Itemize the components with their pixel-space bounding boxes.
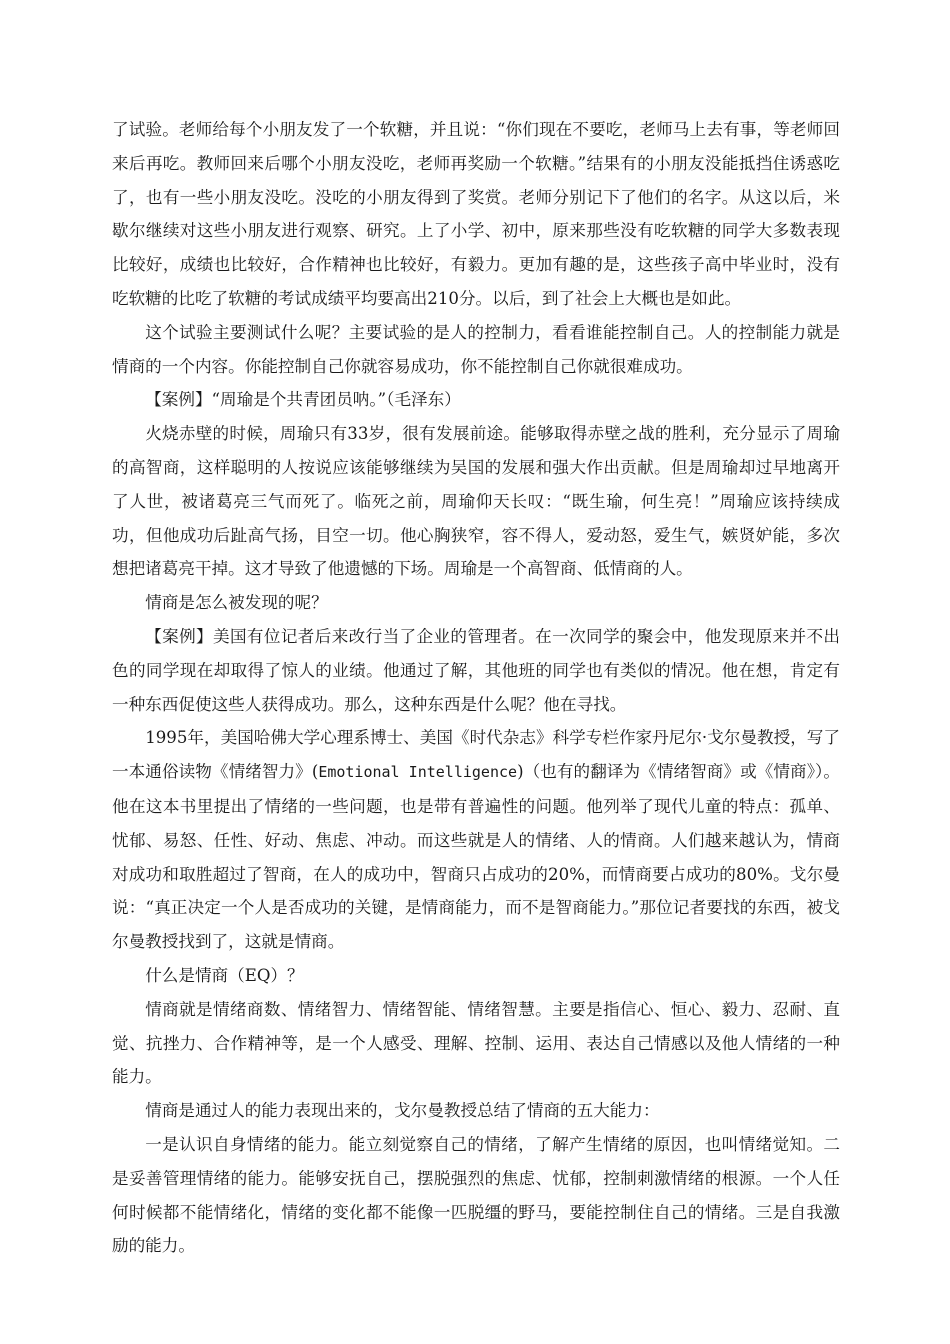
paragraph-2: 这个试验主要测试什么呢？主要试验的是人的控制力，看看谁能控制自己。人的控制能力就是情商的一个内容。你能控制自己你就容易成功，你不能控制自己你就很难成功。 bbox=[112, 322, 840, 376]
question-how-discovered: 情商是怎么被发现的呢？ bbox=[145, 593, 328, 613]
paragraph-10: 情商是通过人的能力表现出来的，戈尔曼教授总结了情商的五大能力： bbox=[145, 1101, 660, 1121]
paragraph-4: 火烧赤壁的时候，周瑜只有33岁，很有发展前途。能够取得赤壁之战的胜利，充分显示了周瑜的高智商，这样聪明的人按说应该能够继续为吴国的发展和强大作出贡献。但是周瑜却过早地离开了人世，被诸葛亮三气而死了。临死之前，周瑜仰天长叹：“既生瑜，何生亮！”周瑜应该持续成功，但他成功后趾高气扬，目空一切。他心胸狭窄，容不得人，爱动怒，爱生气，嫉贤妒能，多次想把诸葛亮干掉。这才导致了他遗憾的下场。周瑜是一个高智商、低情商的人。 bbox=[112, 424, 840, 579]
paragraph-7 bbox=[112, 721, 840, 959]
paragraph-9: 情商就是情绪商数、情绪智力、情绪智能、情绪智慧。主要是指信心、恒心、毅力、忍耐、直觉、抗挫力、合作精神等，是一个人感受、理解、控制、运用、表达自己情感以及他人情绪的一种能力。 bbox=[112, 999, 840, 1087]
paragraph-7-part-2: )（也有的翻译为《情绪智商》或《情商》）。他在这本书里提出了情绪的一些问题，也是带有普遍性的问题。他列举了现代儿童的特点：孤单、忧郁、易怒、任性、好动、焦虑、冲动。而这些就是人的情绪、人的情商。人们越来越认为，情商对成功和取胜超过了智商，在人的成功中，智商只占成功的20%，而情商要占成功的80%。戈尔曼说：“真正决定一个人是否成功的关键，是情商能力，而不是智商能力。”那位记者要找的东西，被戈尔曼教授找到了，这就是情商。 bbox=[112, 762, 840, 952]
document-page bbox=[112, 113, 840, 1263]
paragraph-7-part-1: 1995年，美国哈佛大学心理系博士、美国《时代杂志》科学专栏作家丹尼尔·戈尔曼教授，写了一本通俗读物《情绪智力》( bbox=[112, 728, 840, 782]
paragraph-1: 了试验。老师给每个小朋友发了一个软糖，并且说：“你们现在不要吃，老师马上去有事，等老师回来后再吃。教师回来后哪个小朋友没吃，老师再奖励一个软糖。”结果有的小朋友没能抵挡住诱惑吃了，也有一些小朋友没吃。没吃的小朋友得到了奖赏。老师分别记下了他们的名字。从这以后，米歇尔继续对这些小朋友进行观察、研究。上了小学、初中，原来那些没有吃软糖的同学大多数表现比较好，成绩也比较好，合作精神也比较好，有毅力。更加有趣的是，这些孩子高中毕业时，没有吃软糖的比吃了软糖的考试成绩平均要高出210分。以后，到了社会上大概也是如此。 bbox=[112, 120, 840, 308]
book-english-title: Emotional Intelligence bbox=[318, 763, 518, 782]
paragraph-6: 【案例】美国有位记者后来改行当了企业的管理者。在一次同学的聚会中，他发现原来并不出色的同学现在却取得了惊人的业绩。他通过了解，其他班的同学也有类似的情况。他在想，肯定有一种东西促使这些人获得成功。那么，这种东西是什么呢？他在寻找。 bbox=[112, 626, 840, 714]
paragraph-11: 一是认识自身情绪的能力。能立刻觉察自己的情绪，了解产生情绪的原因，也叫情绪觉知。二是妥善管理情绪的能力。能够安抚自己，摆脱强烈的焦虑、忧郁，控制刺激情绪的根源。一个人任何时候都不能情绪化，情绪的变化都不能像一匹脱缰的野马，要能控制住自己的情绪。三是自我激励的能力。 bbox=[112, 1134, 840, 1256]
case-heading-zhouyu: 【案例】“周瑜是个共青团员呐。”（毛泽东） bbox=[145, 390, 461, 410]
question-what-is-eq: 什么是情商（EQ）？ bbox=[145, 965, 304, 985]
